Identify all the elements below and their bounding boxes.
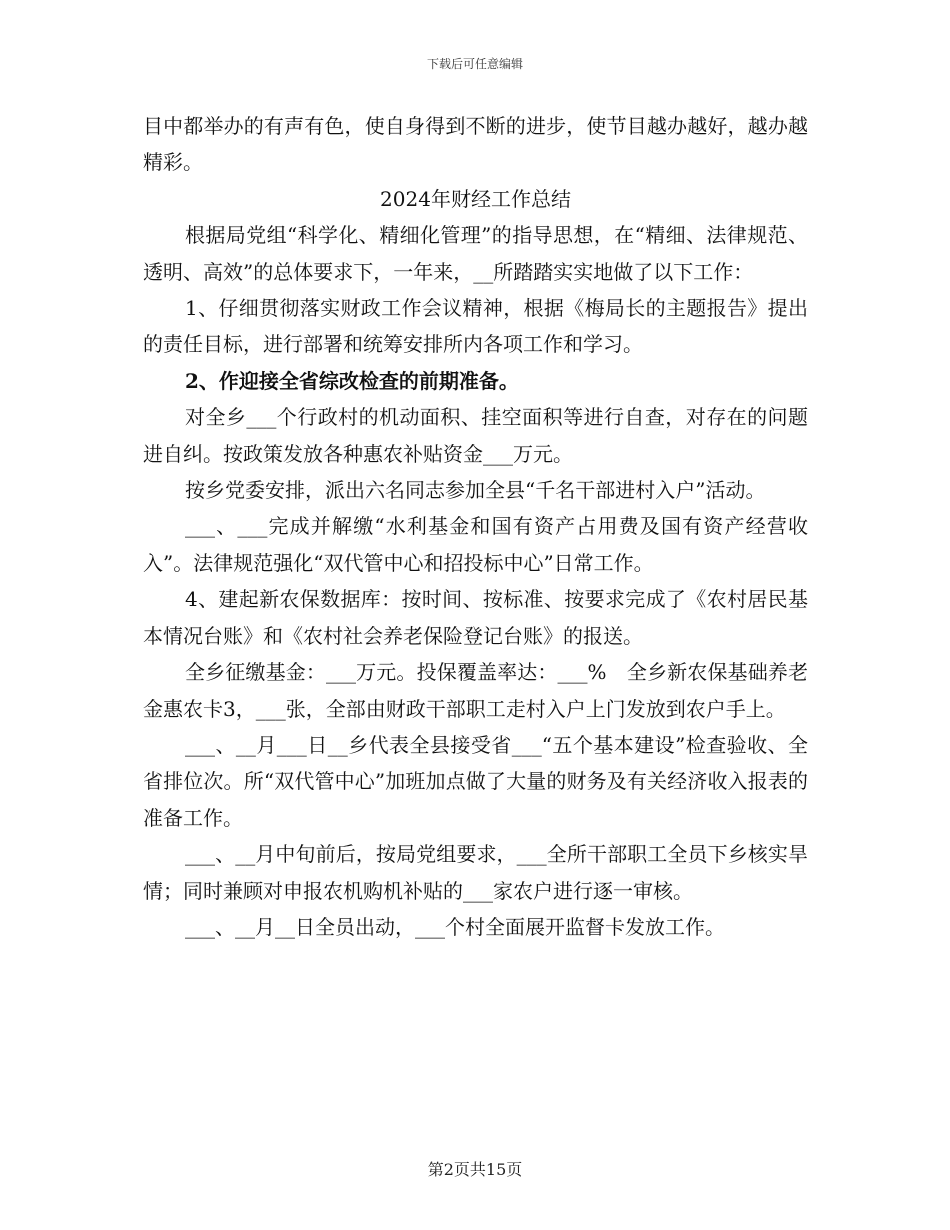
paragraph: 按乡党委安排，派出六名同志参加全县“千名干部进村入户”活动。 [185,478,766,503]
paragraph: 4、建起新农保数据库：按时间、按标准、按要求完成了《农村居民基本情况台账》和《农村社会养老保险登记台账》的报送。 [143,587,808,648]
page-footer: 第2页共15页 [427,1160,523,1179]
page-header: 下载后可任意编辑 [426,57,523,71]
paragraph: ___、__月__日全员出动，___个村全面展开监督卡发放工作。 [185,914,725,939]
paragraph: 全乡征缴基金：___万元。投保覆盖率达：___% 全乡新农保基础养老金惠农卡3，___张，全部由财政干部职工走村入户上门发放到农户手上。 [143,660,808,721]
bold-heading: 2、作迎接全省综改检查的前期准备。 [185,368,519,393]
document-body [143,108,808,945]
paragraph: 目中都举办的有声有色，使自身得到不断的进步，使节目越办越好，越办越精彩。 [143,114,808,175]
paragraph: 1、仔细贯彻落实财政工作会议精神，根据《梅局长的主题报告》提出的责任目标，进行部署和统筹安排所内各项工作和学习。 [143,296,808,357]
paragraph: 对全乡___个行政村的机动面积、挂空面积等进行自查，对存在的问题进自纠。按政策发放各种惠农补贴资金___万元。 [143,405,808,466]
paragraph: 根据局党组“科学化、精细化管理”的指导思想，在“精细、法律规范、透明、高效”的总体要求下，一年来，__所踏踏实实地做了以下工作： [143,223,808,284]
paragraph: ___、__月中旬前后，按局党组要求，___全所干部职工全员下乡核实旱情；同时兼顾对申报农机购机补贴的___家农户进行逐一审核。 [143,842,808,903]
paragraph: ___、___完成并解缴“水利基金和国有资产占用费及国有资产经营收入”。法律规范强化“双代管中心和招投标中心”日常工作。 [143,514,808,575]
section-title: 2024年财经工作总结 [380,186,571,211]
paragraph: ___、__月___日__乡代表全县接受省___“五个基本建设”检查验收、全省排位次。所“双代管中心”加班加点做了大量的财务及有关经济收入报表的准备工作。 [143,732,808,830]
